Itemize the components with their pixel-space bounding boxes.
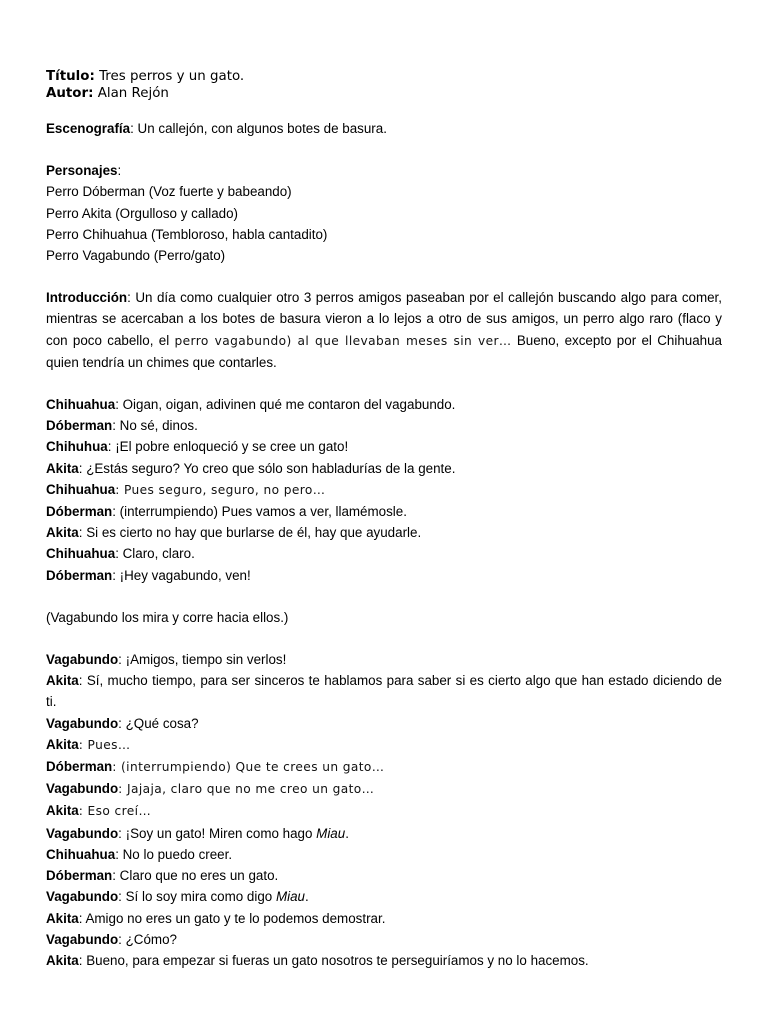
- dialogue-line: [46, 800, 722, 822]
- dialogue-text: : Sí lo soy mira como digo: [118, 889, 276, 905]
- speaker-name: Vagabundo: [46, 652, 119, 668]
- title-line: [46, 68, 722, 85]
- dialogue-line: [46, 823, 722, 844]
- speaker-name: Dóberman: [46, 418, 113, 434]
- scenery-line: [46, 118, 722, 139]
- dialogue-line: [46, 734, 722, 756]
- speaker-name: Dóberman: [46, 567, 113, 583]
- characters-suffix: :: [117, 163, 122, 179]
- speaker-name: Chihuahua: [46, 481, 116, 497]
- dialogue-text: : Pues seguro, seguro, no pero…: [115, 482, 326, 497]
- dialogue-block-1: [46, 394, 722, 586]
- speaker-name: Dóberman: [46, 504, 113, 520]
- dialogue-text: : ¡El pobre enloqueció y se cree un gato!: [107, 439, 349, 455]
- dialogue-line: [46, 501, 722, 522]
- dialogue-text: : ¿Qué cosa?: [118, 715, 199, 731]
- dialogue-line: [46, 479, 722, 501]
- title-label: Título:: [46, 69, 95, 84]
- character-item: Perro Chihuahua (Tembloroso, habla cantadito): [46, 226, 328, 242]
- character-item: Perro Dóberman (Voz fuerte y babeando): [46, 184, 292, 200]
- character-item: Perro Vagabundo (Perro/gato): [46, 248, 226, 264]
- dialogue-emphasis: Miau: [316, 825, 346, 841]
- dialogue-line: [46, 565, 722, 586]
- intro-label: Introducción: [46, 290, 128, 306]
- scenery-label: Escenografía: [46, 121, 131, 136]
- dialogue-text: : Pues…: [78, 737, 131, 752]
- dialogue-block-2: [46, 649, 722, 971]
- speaker-name: Akita: [46, 803, 79, 819]
- dialogue-line: [46, 670, 722, 712]
- document-page: [46, 68, 722, 971]
- dialogue-line: [46, 950, 722, 971]
- dialogue-line: [46, 886, 722, 907]
- dialogue-text: : ¡Hey vagabundo, ven!: [112, 567, 251, 583]
- dialogue-line: [46, 458, 722, 479]
- speaker-name: Chihuahua: [46, 546, 116, 562]
- dialogue-text: : Claro, claro.: [115, 546, 195, 562]
- speaker-name: Vagabundo: [46, 715, 119, 731]
- dialogue-line: [46, 908, 722, 929]
- dialogue-text: : ¿Cómo?: [118, 931, 177, 947]
- speaker-name: Akita: [46, 910, 79, 926]
- dialogue-text: : Amigo no eres un gato y te lo podemos demostrar.: [78, 910, 386, 926]
- dialogue-line: [46, 436, 722, 457]
- character-item: Perro Akita (Orgulloso y callado): [46, 205, 239, 221]
- speaker-name: Akita: [46, 736, 79, 752]
- speaker-name: Akita: [46, 460, 79, 476]
- speaker-name: Dóberman: [46, 759, 113, 775]
- speaker-name: Akita: [46, 673, 79, 689]
- intro-text-thin: perro vagabundo) al que llevaban meses sin ver…: [174, 333, 512, 348]
- intro-text-b: Bueno, excepto por el Chihuahua quien tendría un chimes que contarles.: [46, 332, 722, 370]
- speaker-name: Vagabundo: [46, 889, 119, 905]
- speaker-name: Chihuhua: [46, 439, 108, 455]
- dialogue-text: : ¿Estás seguro? Yo creo que sólo son habladurías de la gente.: [78, 460, 456, 476]
- author-line: [46, 85, 722, 102]
- dialogue-text: : No sé, dinos.: [112, 418, 198, 434]
- characters-label: Personajes: [46, 163, 118, 179]
- dialogue-tail: .: [304, 889, 309, 905]
- dialogue-text: : Jajaja, claro que no me creo un gato…: [118, 782, 375, 797]
- speaker-name: Akita: [46, 952, 79, 968]
- dialogue-line: [46, 415, 722, 436]
- dialogue-text: : Claro que no eres un gato.: [112, 868, 279, 884]
- speaker-name: Vagabundo: [46, 931, 119, 947]
- dialogue-text: : Sí, mucho tiempo, para ser sinceros te hablamos para saber si es cierto algo que han estado diciendo de ti.: [46, 673, 722, 710]
- intro-text-a: : Un día como cualquier otro 3 perros amigos paseaban por el callejón buscando algo para comer, mientras se acercaban a los botes de basura vieron a lo lejos a otro de sus amigos, un perro algo raro (flaco y con poco cabello, el: [46, 290, 722, 348]
- speaker-name: Dóberman: [46, 868, 113, 884]
- dialogue-text: : (interrumpiendo) Que te crees un gato…: [112, 760, 385, 775]
- dialogue-text: : Si es cierto no hay que burlarse de él, hay que ayudarle.: [78, 525, 422, 541]
- dialogue-line: [46, 522, 722, 543]
- dialogue-line: [46, 394, 722, 415]
- dialogue-text: : ¡Soy un gato! Miren como hago: [118, 825, 317, 841]
- author-value: Alan Rejón: [93, 86, 169, 101]
- author-label: Autor:: [46, 86, 94, 101]
- stage-direction: (Vagabundo los mira y corre hacia ellos.): [46, 609, 289, 625]
- dialogue-text: : (interrumpiendo) Pues vamos a ver, llamémosle.: [112, 504, 407, 520]
- dialogue-emphasis: Miau: [275, 889, 305, 905]
- document-header: [46, 68, 722, 102]
- dialogue-text: : Oigan, oigan, adivinen qué me contaron del vagabundo.: [115, 397, 456, 413]
- dialogue-line: [46, 865, 722, 886]
- dialogue-text: : ¡Amigos, tiempo sin verlos!: [118, 652, 287, 668]
- dialogue-line: [46, 778, 722, 800]
- dialogue-text: : Eso creí…: [78, 804, 152, 819]
- speaker-name: Vagabundo: [46, 781, 119, 797]
- dialogue-line: [46, 844, 722, 865]
- scenery-value: : Un callejón, con algunos botes de basura.: [130, 121, 387, 136]
- dialogue-line: [46, 543, 722, 564]
- intro-paragraph: [46, 287, 722, 373]
- characters-heading: [46, 160, 722, 181]
- speaker-name: Akita: [46, 525, 79, 541]
- dialogue-text: : No lo puedo creer.: [115, 846, 233, 862]
- title-value: Tres perros y un gato.: [94, 69, 245, 84]
- speaker-name: Vagabundo: [46, 825, 119, 841]
- dialogue-text: : Bueno, para empezar si fueras un gato nosotros te perseguiríamos y no lo hacemos.: [78, 952, 589, 968]
- dialogue-line: [46, 649, 722, 670]
- dialogue-line: [46, 713, 722, 734]
- dialogue-line: [46, 756, 722, 778]
- dialogue-tail: .: [345, 825, 349, 841]
- speaker-name: Chihuahua: [46, 846, 116, 862]
- speaker-name: Chihuahua: [46, 397, 116, 413]
- dialogue-line: [46, 929, 722, 950]
